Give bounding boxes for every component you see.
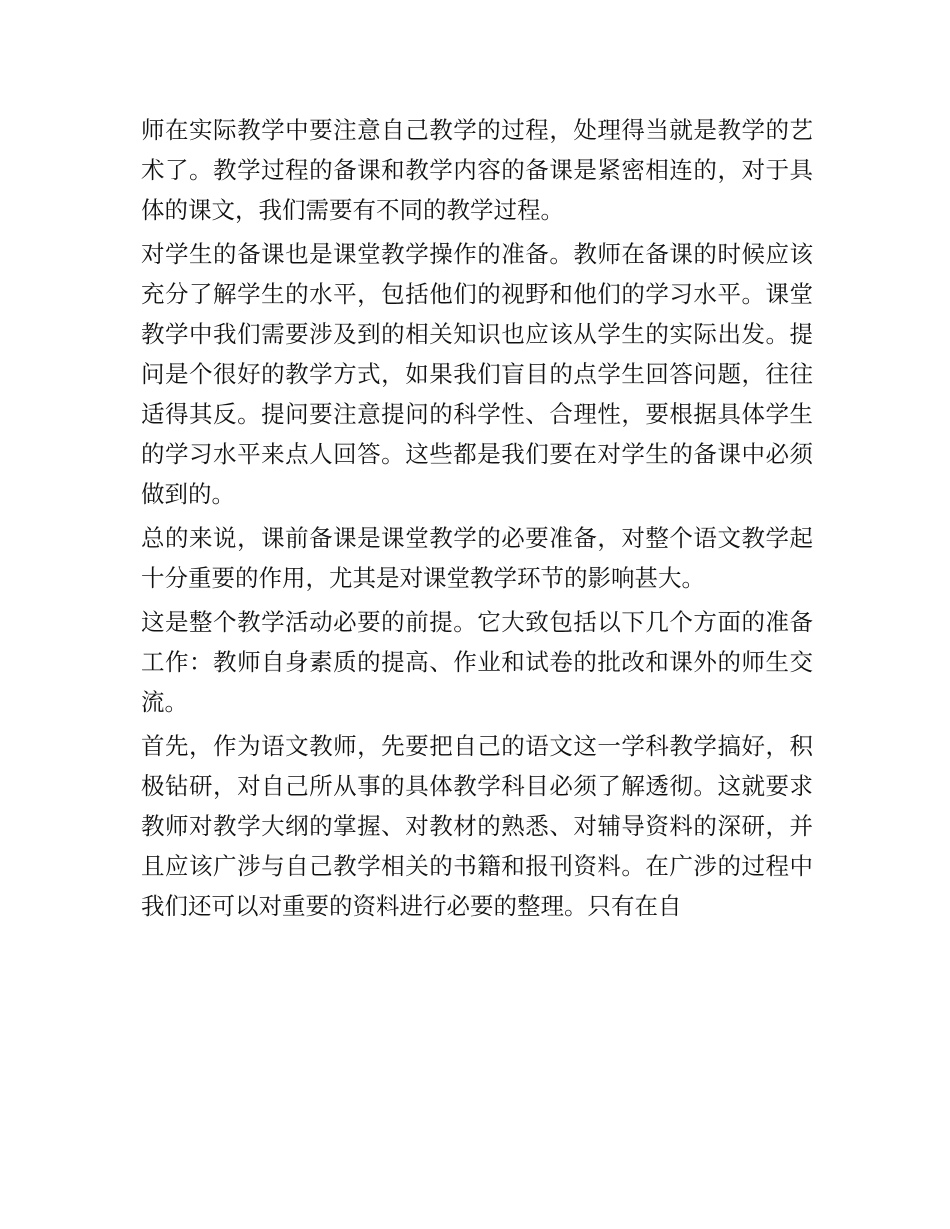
- paragraph-1: 师在实际教学中要注意自己教学的过程，处理得当就是教学的艺术了。教学过程的备课和教学内容的备课是紧密相连的，对于具体的课文，我们需要有不同的教学过程。: [141, 116, 813, 224]
- paragraph-4: 这是整个教学活动必要的前提。它大致包括以下几个方面的准备工作：教师自身素质的提高、作业和试卷的批改和课外的师生交流。: [141, 608, 813, 716]
- body-text: [141, 110, 813, 930]
- paragraph-5: 首先，作为语文教师，先要把自己的语文这一学科教学搞好，积极钻研，对自己所从事的具体教学科目必须了解透彻。这就要求教师对教学大纲的掌握、对教材的熟悉、对辅导资料的深研，并且应该广涉与自己教学相关的书籍和报刊资料。在广涉的过程中我们还可以对重要的资料进行必要的整理。只有在自: [141, 732, 813, 920]
- paragraph-3: 总的来说，课前备课是课堂教学的必要准备，对整个语文教学起十分重要的作用，尤其是对课堂教学环节的影响甚大。: [141, 524, 813, 592]
- paragraph-2: 对学生的备课也是课堂教学操作的准备。教师在备课的时候应该充分了解学生的水平，包括他们的视野和他们的学习水平。课堂教学中我们需要涉及到的相关知识也应该从学生的实际出发。提问是个很好的教学方式，如果我们盲目的点学生回答问题，往往适得其反。提问要注意提问的科学性、合理性，要根据具体学生的学习水平来点人回答。这些都是我们要在对学生的备课中必须做到的。: [141, 240, 813, 508]
